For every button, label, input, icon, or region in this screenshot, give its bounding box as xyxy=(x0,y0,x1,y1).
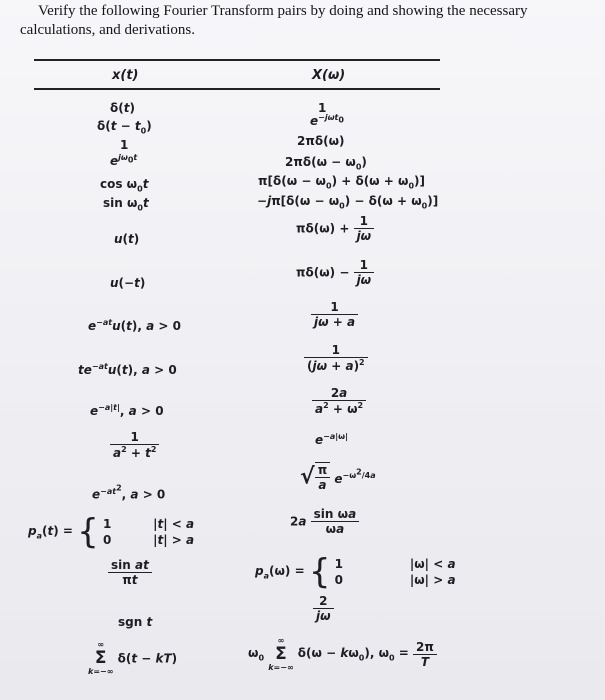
x-gaussian: $e^{-at^2}$, a > 0 xyxy=(92,483,166,502)
x-cos: $\cos \omega_0t$ xyxy=(100,177,149,194)
table-top-rule xyxy=(34,59,440,61)
X-one: 1 xyxy=(318,101,327,115)
X-sinc-transform: 2a $\frac{\text{sin ωa}}{\omega a}$ xyxy=(290,507,359,536)
x-impulse-train: ∞ Σ k=−∞ δ(t − kT) xyxy=(88,640,178,676)
X-rect-spectrum: $p_a(\omega)$ = { 1 |ω| < a 0 |ω| > a xyxy=(255,552,456,592)
x-two-sided-exp: $e^{-a|t|}$, a > 0 xyxy=(90,403,164,418)
X-sin-transform: $-j\pi[\delta(\omega - \omega_0) - \delta(\omega + \omega_0)]$ xyxy=(257,194,439,211)
table-header-rule xyxy=(34,88,440,90)
header-x: x(t) xyxy=(112,68,139,83)
X-2pi-delta: 2πδ(ω) xyxy=(297,134,345,148)
x-one: 1 xyxy=(120,138,129,152)
x-delta-shift: $\delta(t - t_0)$ xyxy=(97,119,152,136)
x-decay-exp: $e^{-at}u(t)$, a > 0 xyxy=(88,318,181,333)
X-decay-exp-transform: $\frac{1}{j\omega + a}$ xyxy=(311,300,358,329)
X-two-sided-exp-transform: $\frac{2a}{a^2 + \omega^2}$ xyxy=(312,386,366,416)
x-signum: sgn t xyxy=(118,615,153,629)
X-signum-transform: $\frac{2}{j\omega}$ xyxy=(313,594,334,623)
X-reverse-step-transform: πδ(ω) − $\frac{1}{j\omega}$ xyxy=(296,258,374,287)
x-rect-pulse: $p_a(t)$ = { 1 |t| < a 0 |t| > a xyxy=(28,512,195,552)
instruction-text: Verify the following Fourier Transform pairs by doing and showing the necessary calculations, and derivations. xyxy=(20,3,528,38)
X-t-decay-exp-transform: $\frac{1}{(j\omega + a)^2}$ xyxy=(304,343,368,373)
X-impulse-train-transform: $\omega_0$ ∞ Σ k=−∞ $\delta(\omega - k\omega_0)$, $\omega_0$ = $\frac{2\pi}{T}$ xyxy=(248,636,437,673)
x-sinc: $\frac{\text{sin at}}{\pi t}$ xyxy=(108,558,152,587)
x-complex-exp: $e^{j\omega_0t}$ xyxy=(110,153,138,168)
X-gaussian-transform: √ $\frac{\pi}{a}$ $e^{-\omega^2/4a}$ xyxy=(300,463,376,492)
X-exp-shift: $e^{-j\omega t_0}$ xyxy=(310,113,344,128)
header-X: X(ω) xyxy=(312,68,346,83)
x-sin: $\sin \omega_0t$ xyxy=(103,196,149,213)
X-step-transform: πδ(ω) + $\frac{1}{j\omega}$ xyxy=(296,214,374,243)
x-lorentzian: $\frac{1}{a^2 + t^2}$ xyxy=(110,430,159,460)
X-2pi-delta-shift: $2\pi\delta(\omega - \omega_0)$ xyxy=(285,155,367,172)
x-step: u(t) xyxy=(114,232,140,246)
X-cos-transform: $\pi[\delta(\omega - \omega_0) + \delta(\omega + \omega_0)]$ xyxy=(258,174,426,191)
x-delta-t: δ(t) xyxy=(110,101,135,115)
x-t-decay-exp: $te^{-at}u(t)$, a > 0 xyxy=(78,362,177,377)
x-reverse-step: u(−t) xyxy=(110,276,146,290)
X-lorentzian-transform: $e^{-a|\omega|}$ xyxy=(315,432,349,447)
